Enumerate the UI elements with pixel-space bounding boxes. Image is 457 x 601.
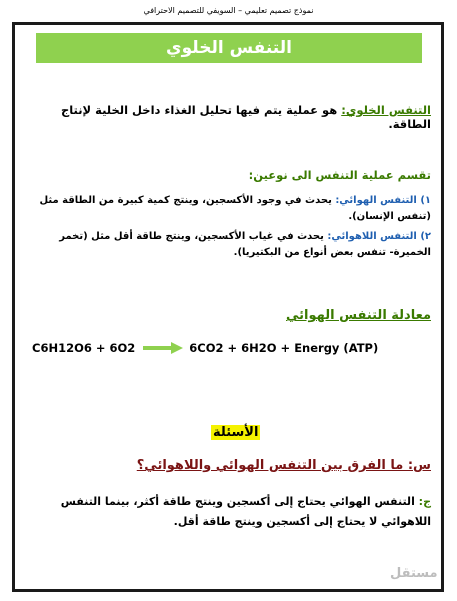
watermark-logo: مستقل: [390, 566, 438, 581]
equation-right: 6CO2 + 6H2O + Energy (ATP): [189, 341, 379, 355]
type-term: التنفس الهوائي:: [335, 195, 417, 206]
arrow-right-icon: [143, 342, 183, 354]
type-text: يحدث في وجود الأكسجين، وينتج كمية كبيرة من الطاقة مثل (تنفس الإنسان).: [39, 195, 431, 222]
type-number: ٢): [420, 231, 431, 242]
definition-term: التنفس الخلوي:: [341, 103, 431, 117]
type-text: يحدث في غياب الأكسجين، وينتج طاقة أقل مثل (تخمر الخميرة- تنفس بعض أنواع من البكتيريا).: [59, 231, 431, 258]
answer: [31, 492, 431, 532]
type-term: التنفس اللاهوائي:: [327, 231, 417, 242]
answer-label: ج:: [418, 495, 431, 508]
questions-title: الأسئلة: [213, 425, 259, 440]
types-intro: تقسم عملية التنفس الى نوعين:: [248, 168, 431, 182]
page-header: نموذج تصميم تعليمي – السويفي للتصميم الاحترافي: [143, 6, 314, 15]
title-banner: [36, 33, 422, 63]
question: س: ما الفرق بين التنفس الهوائي واللاهوائي؟: [136, 458, 431, 473]
page-title: التنفس الخلوي: [166, 38, 292, 58]
answer-text: التنفس الهوائي يحتاج إلى أكسجين وينتج طاقة أكثر، بينما التنفس اللاهوائي لا يحتاج إلى أكسجين وينتج طاقة أقل.: [60, 495, 431, 528]
type-item-anaerobic: [31, 229, 431, 261]
equation: [32, 341, 378, 355]
equation-left: C6H12O6 + 6O2: [32, 341, 136, 355]
definition-text: هو عملية يتم فيها تحليل الغذاء داخل الخلية لإنتاج الطاقة.: [60, 103, 431, 131]
equation-title: معادلة التنفس الهوائي: [286, 308, 431, 323]
type-number: ١): [420, 195, 431, 206]
definition-paragraph: [31, 103, 431, 131]
type-item-aerobic: [31, 193, 431, 225]
